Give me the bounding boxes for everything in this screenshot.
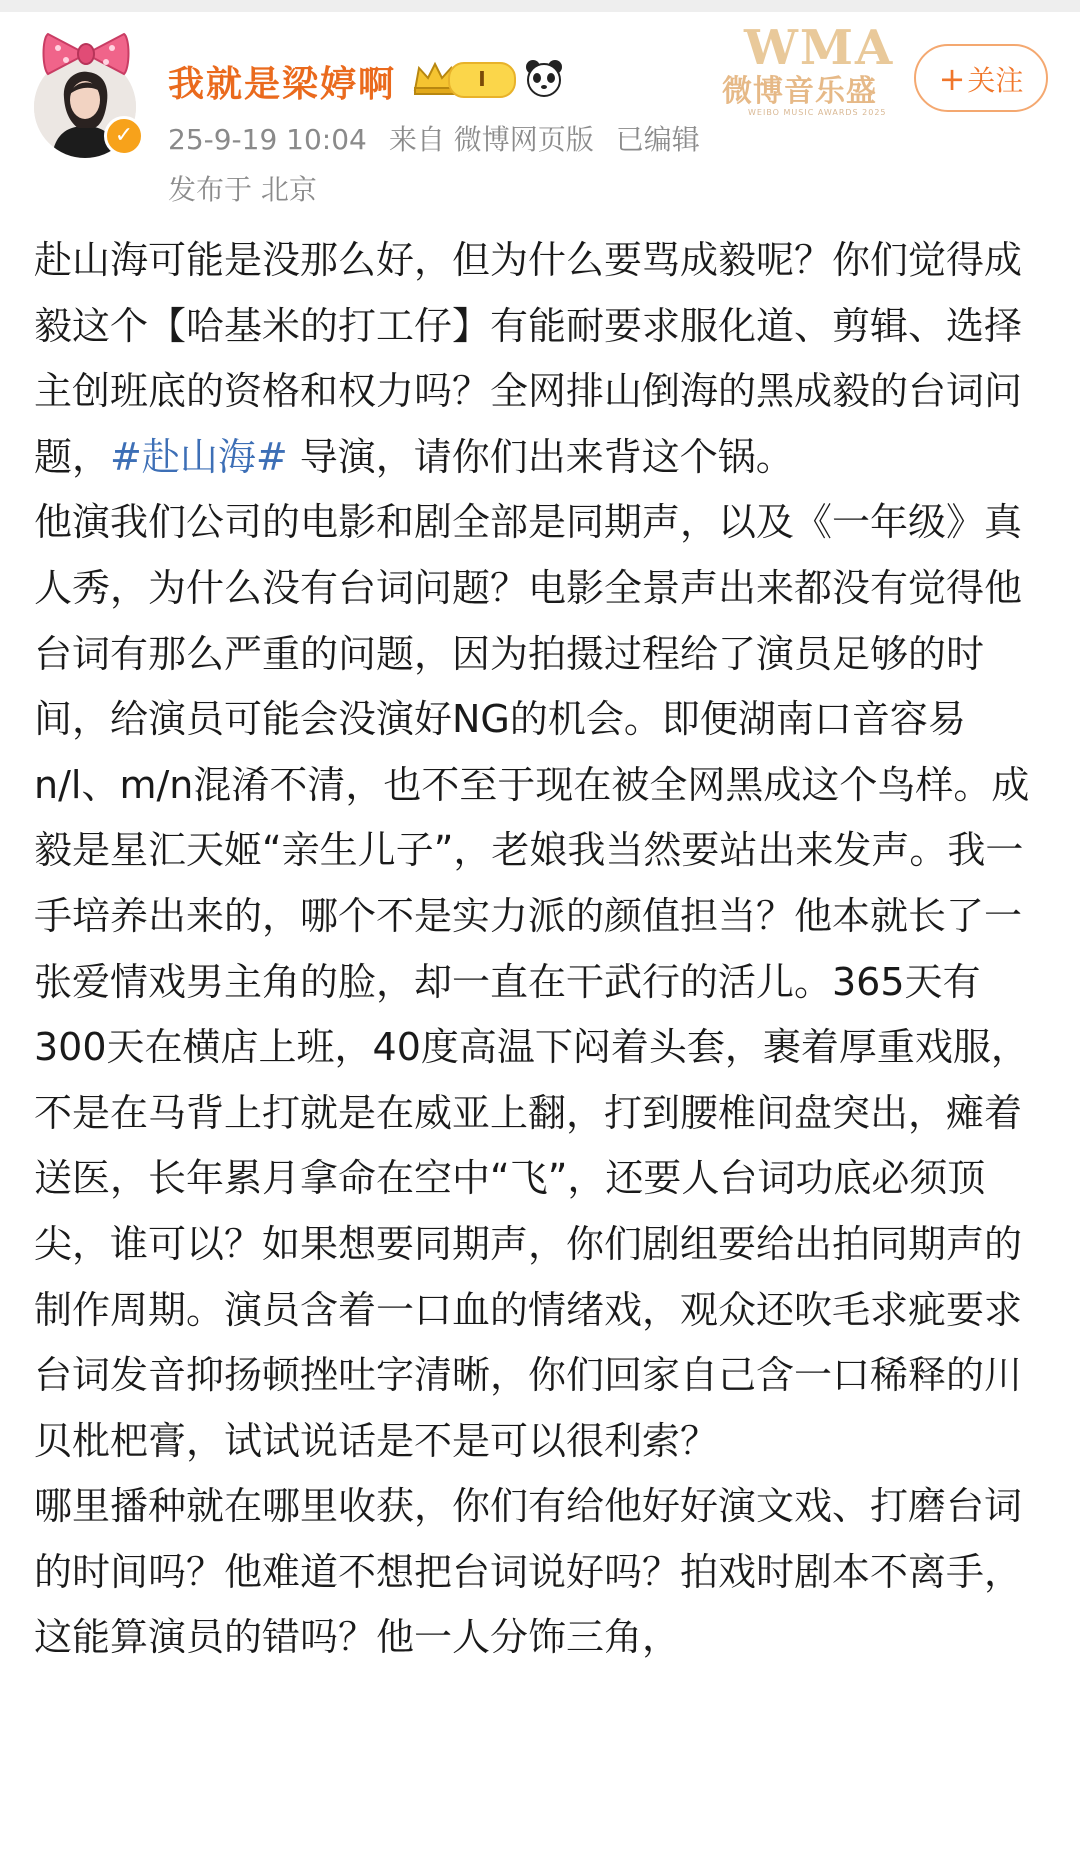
wma-cn-title: 微博音乐盛 bbox=[722, 74, 877, 109]
edited-label[interactable]: 已编辑 bbox=[615, 123, 700, 156]
weibo-music-awards-logo bbox=[720, 18, 930, 118]
panda-icon bbox=[524, 58, 564, 98]
wma-mark: WMA bbox=[744, 20, 895, 76]
bow-icon bbox=[40, 28, 132, 80]
post-text: 导演，请你们出来背这个锅。 bbox=[287, 434, 794, 479]
post-source: 来自 微博网页版 bbox=[388, 123, 594, 156]
top-strip bbox=[0, 0, 1080, 12]
post-meta bbox=[168, 118, 722, 158]
level-badge[interactable]: I bbox=[448, 62, 516, 98]
post-body bbox=[34, 228, 1048, 1671]
hashtag-link[interactable]: #赴山海# bbox=[110, 434, 288, 479]
wma-en-title: WEIBO MUSIC AWARDS 2025 bbox=[748, 108, 887, 117]
post-paragraph-3: 哪里播种就在哪里收获，你们有给他好好演文戏、打磨台词的时间吗？他难道不想把台词说好吗？拍戏时剧本不离手，这能算演员的错吗？他一人分饰三角， bbox=[34, 1484, 1023, 1660]
post-location: 发布于 北京 bbox=[168, 173, 317, 206]
follow-label: 关注 bbox=[967, 64, 1024, 97]
username[interactable]: 我就是梁婷啊 bbox=[168, 64, 397, 105]
post-date[interactable]: 25-9-19 10:04 bbox=[168, 123, 367, 156]
post-paragraph-1 bbox=[34, 228, 1048, 490]
post-paragraph-2: 他演我们公司的电影和剧全部是同期声，以及《一年级》真人秀，为什么没有台词问题？电影全景声出来都没有觉得他台词有那么严重的问题，因为拍摄过程给了演员足够的时间，给演员可能会没演好NG的机会。即便湖南口音容易n/l、m/n混淆不清，也不至于现在被全网黑成这个鸟样。成毅是星汇天姬“亲生儿子”，老娘我当然要站出来发声。我一手培养出来的，哪个不是实力派的颜值担当？他本就长了一张爱情戏男主角的脸，却一直在干武行的活儿。365天有300天在横店上班，40度高温下闷着头套，裹着厚重戏服，不是在马背上打就是在威亚上翻，打到腰椎间盘突出，瘫着送医，长年累月拿命在空中“飞”，还要人台词功底必须顶尖，谁可以？如果想要同期声，你们剧组要给出拍同期声的制作周期。演员含着一口血的情绪戏，观众还吹毛求疵要求台词发音抑扬顿挫吐字清晰，你们回家自己含一口稀释的川贝枇杷膏，试试说话是不是可以很利索？ bbox=[34, 500, 1030, 1463]
plus-icon: + bbox=[938, 60, 966, 98]
follow-button[interactable] bbox=[914, 44, 1048, 112]
post-text: 赴山海可能是没那么好，但为什么要骂成毅呢？你们觉得成毅这个【哈基米的打工仔】有能耐要求服化道、剪辑、选择主创班底的资格和权力吗？全网排山倒海的黑成毅的台词问题， bbox=[34, 238, 1023, 479]
verified-icon: ✓ bbox=[104, 116, 144, 156]
